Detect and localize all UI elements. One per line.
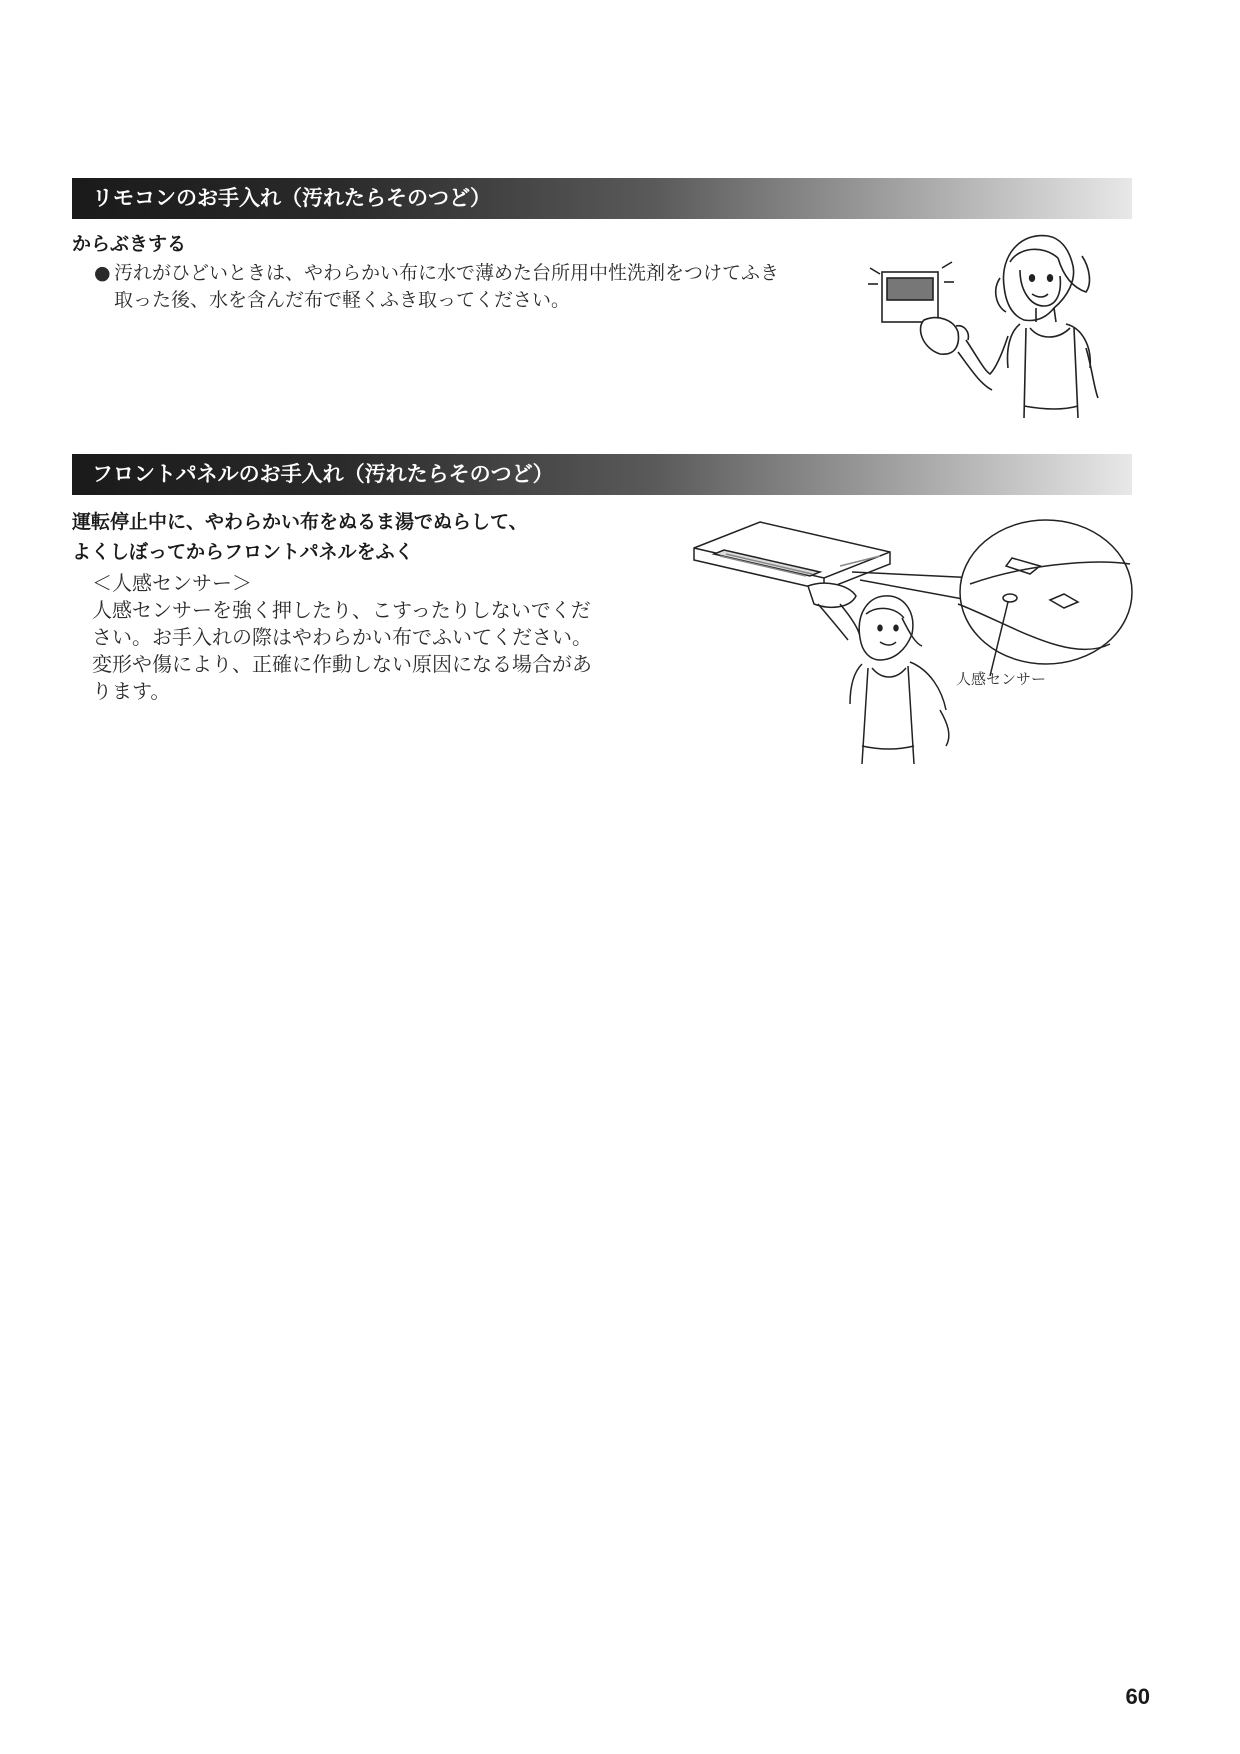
bullet-mark: ● [94, 262, 111, 284]
instruction-line-2: 取った後、水を含んだ布で軽くふき取ってください。 [114, 289, 571, 311]
instruction-line-1: 汚れがひどいときは、やわらかい布に水で薄めた台所用中性洗剤をつけてふき [114, 262, 780, 284]
section-header-front-panel-care: フロントパネルのお手入れ（汚れたらそのつど） [72, 454, 1132, 495]
sensor-caption: 人感センサー [956, 670, 1047, 688]
dry-wipe-heading: からぶきする [72, 233, 187, 255]
woman-wiping-remote-illustration [860, 228, 1130, 428]
section-header-remote-care: リモコンのお手入れ（汚れたらそのつど） [72, 178, 1132, 219]
page-number: 60 [1125, 1684, 1150, 1709]
front-panel-heading [72, 507, 528, 567]
remote-care-instructions [94, 260, 854, 314]
sensor-note-line-3: 変形や傷により、正確に作動しない原因になる場合があ [92, 652, 592, 676]
sensor-note-title: ＜人感センサー＞ [92, 571, 252, 595]
front-panel-heading-line-1: 運転停止中に、やわらかい布をぬるま湯でぬらして、 [72, 511, 528, 533]
sensor-note-line-4: ります。 [92, 679, 171, 703]
woman-wiping-front-panel-illustration [690, 514, 1135, 776]
front-panel-heading-line-2: よくしぼってからフロントパネルをふく [72, 541, 414, 563]
sensor-note [92, 570, 652, 705]
sensor-note-line-1: 人感センサーを強く押したり、こすったりしないでくだ [92, 598, 591, 622]
sensor-note-line-2: さい。お手入れの際はやわらかい布でふいてください。 [92, 625, 592, 649]
